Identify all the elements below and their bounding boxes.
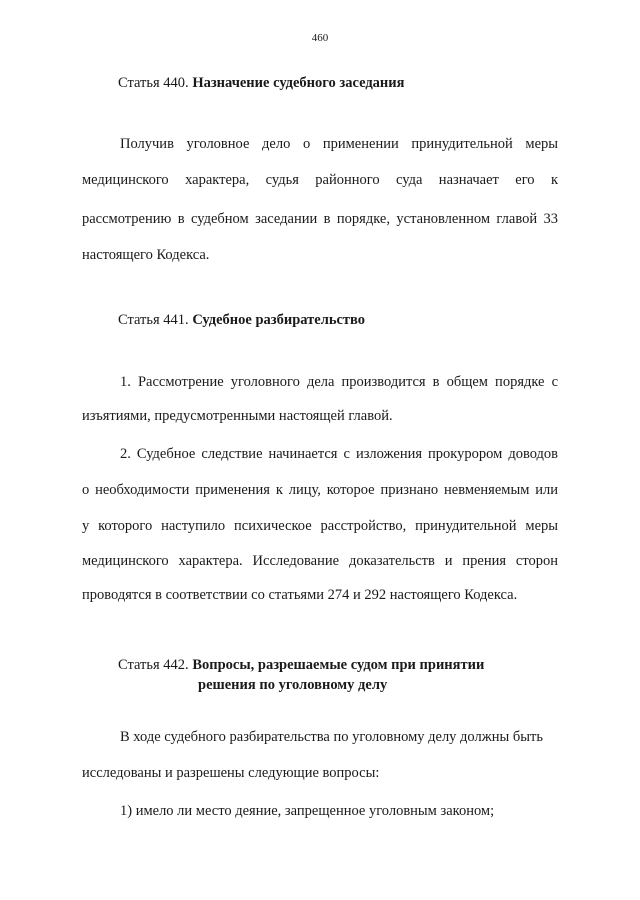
- article-442-title-line1: Вопросы, разрешаемые судом при принятии: [192, 657, 485, 673]
- paragraph-line: настоящего Кодекса.: [82, 247, 210, 263]
- paragraph-line: медицинского характера, судья районного суда назначает его к: [82, 172, 558, 188]
- article-441-number: Статья 441.: [118, 312, 189, 328]
- article-441-heading: [118, 312, 365, 329]
- paragraph-line: медицинского характера. Исследование доказательств и прения сторон: [82, 553, 558, 569]
- article-440-title: Назначение судебного заседания: [192, 75, 405, 91]
- paragraph-line: рассмотрению в судебном заседании в порядке, установленном главой 33: [82, 211, 558, 227]
- paragraph-line: Получив уголовное дело о применении принудительной меры: [120, 136, 558, 152]
- paragraph-line: изъятиями, предусмотренными настоящей главой.: [82, 408, 393, 424]
- paragraph-line: у которого наступило психическое расстройство, принудительной меры: [82, 518, 558, 534]
- paragraph-line: проводятся в соответствии со статьями 274 и 292 настоящего Кодекса.: [82, 587, 518, 603]
- paragraph-line: 1) имело ли место деяние, запрещенное уголовным законом;: [120, 803, 495, 819]
- article-441-title: Судебное разбирательство: [192, 312, 366, 328]
- article-442-heading: [118, 655, 484, 695]
- paragraph-line: исследованы и разрешены следующие вопросы:: [82, 765, 380, 781]
- article-442-title-line2: решения по уголовному делу: [198, 677, 388, 693]
- page-number: 460: [311, 32, 329, 44]
- article-442-number: Статья 442.: [118, 657, 189, 673]
- paragraph-line: В ходе судебного разбирательства по уголовному делу должны быть: [120, 729, 543, 745]
- paragraph-line: 1. Рассмотрение уголовного дела производится в общем порядке с: [120, 374, 558, 390]
- article-440-heading: [118, 75, 404, 92]
- article-440-number: Статья 440.: [118, 75, 189, 91]
- paragraph-line: 2. Судебное следствие начинается с изложения прокурором доводов: [120, 446, 558, 462]
- paragraph-line: о необходимости применения к лицу, которое признано невменяемым или: [82, 482, 558, 498]
